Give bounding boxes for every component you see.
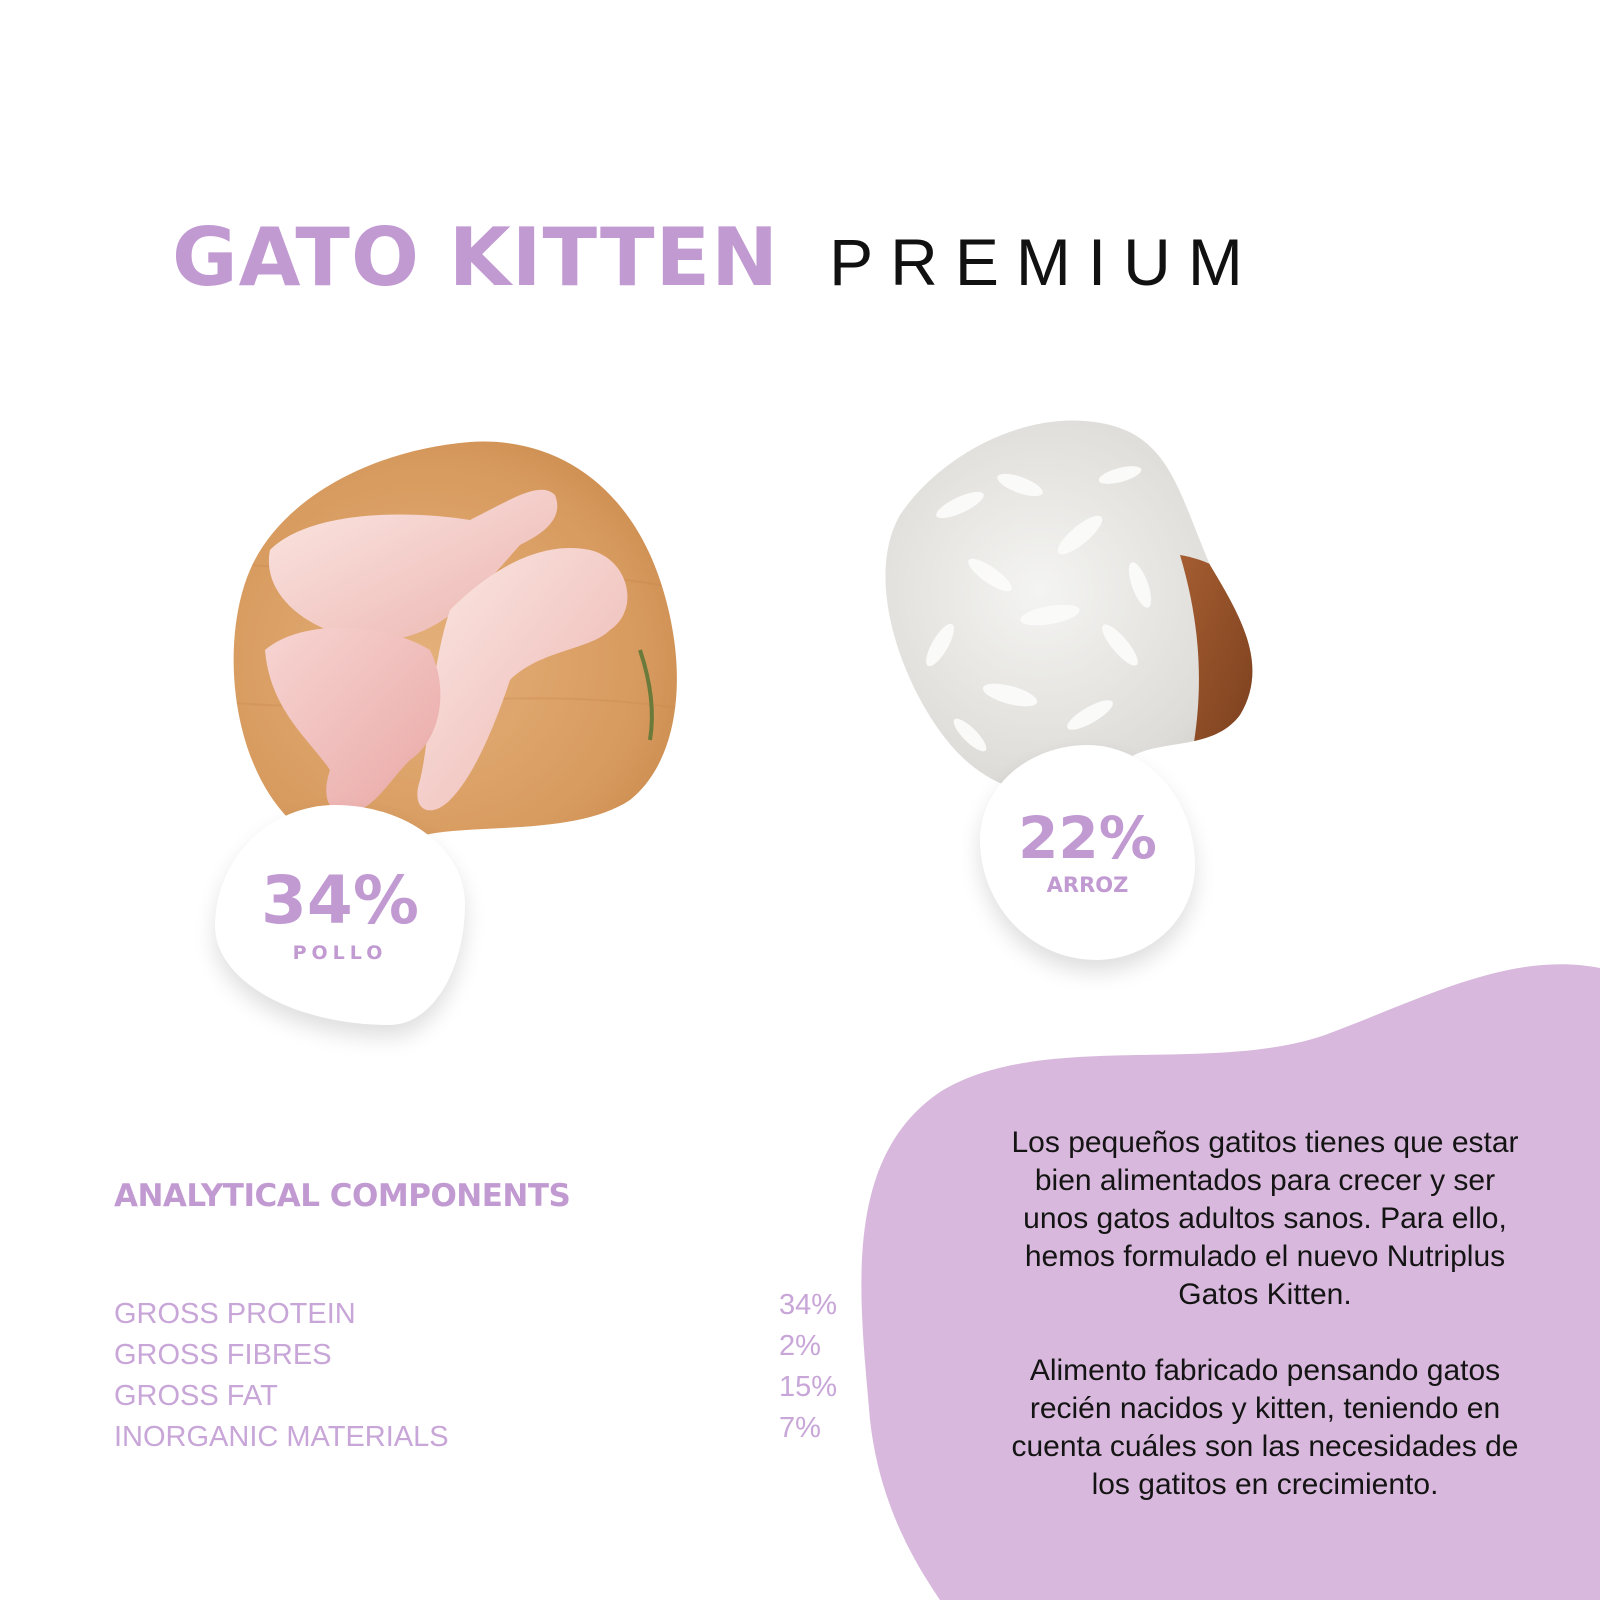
description-paragraph: Alimento fabricado pensando gatos recién nacidos y kitten, teniendo en cuenta cuáles son las necesidades de los gatitos en crecimiento. <box>1011 1354 1519 1501</box>
component-value: 15% <box>779 1371 838 1403</box>
component-row <box>114 1289 844 1339</box>
product-description <box>1000 1124 1530 1542</box>
component-name: INORGANIC MATERIALS <box>114 1421 449 1453</box>
component-name: GROSS FIBRES <box>114 1339 332 1371</box>
rice-percentage: 22% <box>1018 804 1157 872</box>
title-tier: PREMIUM <box>829 225 1260 299</box>
components-heading: ANALYTICAL COMPONENTS <box>114 1178 571 1214</box>
chicken-label: POLLO <box>292 941 388 964</box>
component-row <box>114 1330 844 1380</box>
rice-label: ARROZ <box>1046 873 1129 897</box>
component-value: 34% <box>779 1289 838 1321</box>
component-name: GROSS FAT <box>114 1380 278 1412</box>
components-list <box>114 1289 844 1462</box>
component-value: 7% <box>779 1412 821 1444</box>
component-name: GROSS PROTEIN <box>114 1298 356 1330</box>
chicken-percentage: 34% <box>261 861 419 939</box>
title-product-name: GATO KITTEN <box>172 211 780 304</box>
component-row <box>114 1371 844 1421</box>
component-row <box>114 1412 844 1462</box>
component-value: 2% <box>779 1330 821 1362</box>
description-paragraph: Los pequeños gatitos tienes que estar bien alimentados para crecer y ser unos gatos adultos sanos. Para ello, hemos formulado el nuevo Nutriplus Gatos Kitten. <box>1011 1126 1519 1311</box>
